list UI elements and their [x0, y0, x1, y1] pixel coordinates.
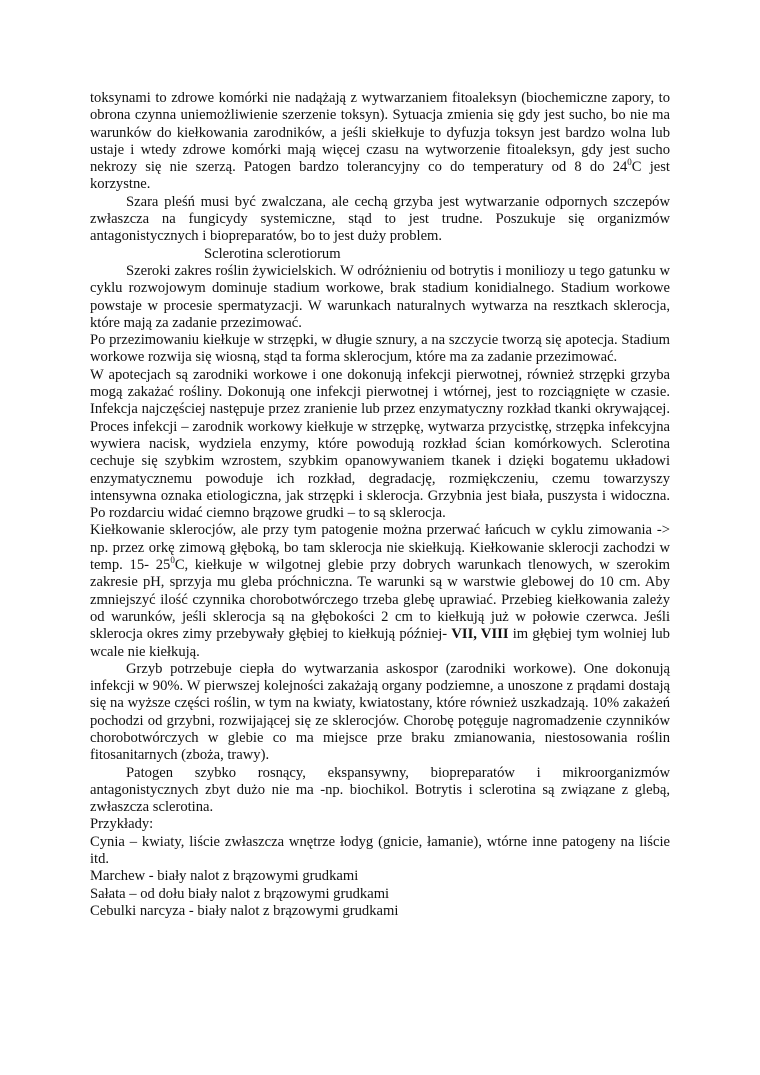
paragraph-ex2 [90, 868, 670, 885]
paragraph-ex1 [90, 834, 670, 869]
paragraph-p4 [90, 332, 670, 367]
superscript-text: 0 [170, 555, 175, 566]
paragraph-p2 [90, 194, 670, 246]
paragraph-p5 [90, 367, 670, 523]
superscript-text: 0 [627, 157, 632, 168]
paragraph-ex3 [90, 886, 670, 903]
paragraph-ex4 [90, 903, 670, 920]
text-run: Kiełkowanie sklerocjów, ale przy tym patogenie można przerwać łańcuch w cyklu zimowania -> np. przez orkę zimową głęboką, bo tam sklerocja nie skiełkują. Kiełkowanie sklerocji zachodzi w temp. 15- 25 [90, 522, 670, 574]
paragraph-p7 [90, 661, 670, 765]
text-run: toksynami to zdrowe komórki nie nadążają z wytwarzaniem fitoaleksyn (biochemiczne zapory, to obrona czynna uniemożliwienie szerzenie toksyn). Sytuacja zmienia się gdy jest sucho, bo nie ma warunków do kiełkowania zarodników, a jeśli skiełkuje to dyfuzja toksyn jest bardzo wolna lub ustaje i wtedy zdrowe komórki mają więcej czasu na wytworzenie fitoaleksyn, gdy jest sucho nekrozy się nie szerzą. Patogen bardzo tolerancyjny co do temperatury od 8 do 24 [90, 90, 670, 176]
text-run: Marchew - biały nalot z brązowymi grudkami [90, 868, 359, 885]
text-run: C jest korzystne. [90, 159, 670, 193]
text-run: Przykłady: [90, 816, 154, 833]
paragraph-examples-label [90, 816, 670, 833]
bold-text: VII, VIII [451, 626, 509, 643]
text-run: Szara pleśń musi być zwalczana, ale cechą grzyba jest wytwarzanie odpornych szczepów zwłaszcza na fungicydy systemiczne, stąd to jest trudne. Poszukuje się organizmów antagonistycznych i biopreparatów, bo to jest duży problem. [90, 193, 670, 245]
text-run: im głębiej tym wolniej lub wcale nie kiełkują. [90, 626, 670, 660]
paragraph-p3 [90, 263, 670, 332]
paragraph-p8 [90, 765, 670, 817]
section-heading [90, 246, 670, 263]
text-run: Grzyb potrzebuje ciepła do wytwarzania askospor (zarodniki workowe). One dokonują infekcji w 90%. W pierwszej kolejności zakażają organy podziemne, a unoszone z prądami dostają się na wyższe części roślin, w tym na kwiaty, kwiatostany, które również uszkadzają. 10% zakażeń pochodzi od grzybni, rozwijającej się ze sklerocjów. Chorobę potęguje nagromadzenie czynników chorobotwórczych w glebie co ma miejsce prze braku zmianowania, niestosowania roślin fitosanitarnych (zboża, trawy). [90, 660, 670, 764]
text-run: Sałata – od dołu biały nalot z brązowymi grudkami [90, 885, 390, 902]
text-run: C, kiełkuje w wilgotnej glebie przy dobrych warunkach tlenowych, w szerokim zakresie pH, sprzyja mu gleba próchniczna. Te warunki są w warstwie glebowej do 10 cm. Aby zmniejszyć ilość czynnika chorobotwórczego trzeba glebę uprawiać. Przebieg kiełkowania zależy od warunków, jeśli sklerocja są na głębokości 2 cm to kiełkują już w połowie czerwca. Jeśli sklerocja okres zimy przebywały głębiej to kiełkują później- [90, 557, 670, 643]
text-run: Patogen szybko rosnący, ekspansywny, biopreparatów i mikroorganizmów antagonistycznych zbyt dużo nie ma -np. biochikol. Botrytis i sclerotina są związane z glebą, zwłaszcza sclerotina. [90, 764, 670, 816]
paragraph-p1 [90, 90, 670, 194]
text-run: Cebulki narcyza - biały nalot z brązowymi grudkami [90, 902, 399, 919]
text-run: W apotecjach są zarodniki workowe i one dokonują infekcji pierwotnej, również strzępki grzyba mogą zakażać rośliny. Dokonują one infekcji pierwotnej i wtórnej, jest to rozciągnięte w czasie. Infekcja najczęściej następuje przez zranienie lub przez enzymatyczny rozkład tkanki okrywającej. Proces infekcji – zarodnik workowy kiełkuje w strzępkę, wytwarza przycistkę, strzępka infekcyjna wywiera nacisk, wydziela enzymy, które powodują rozkład ścian komórkowych. Sclerotina cechuje się szybkim wzrostem, szybkim opanowywaniem tkanek i dzięki bogatemu układowi enzymatycznemu powoduje ich rozkład, degradację, rozmiękczeniu, czemu towarzyszy intensywna oznaka etiologiczna, jak strzępki i sklerocja. Grzybnia jest biała, puszysta i widoczna. Po rozdarciu widać ciemno brązowe grudki – to są sklerocja. [90, 366, 670, 522]
text-run: Cynia – kwiaty, liście zwłaszcza wnętrze łodyg (gnicie, łamanie), wtórne inne patogeny na liście itd. [90, 833, 670, 868]
document-page [90, 90, 670, 920]
text-run: Sclerotina sclerotiorum [204, 245, 341, 262]
paragraph-p6 [90, 522, 670, 660]
text-run: Szeroki zakres roślin żywicielskich. W odróżnieniu od botrytis i moniliozy u tego gatunku w cyklu rozwojowym dominuje stadium workowe, brak stadium konidialnego. Stadium workowe powstaje w procesie spermatyzacji. W warunkach naturalnych wytwarza na resztkach sklerocja, które mają za zadanie przezimować. [90, 262, 670, 331]
text-run: Po przezimowaniu kiełkuje w strzępki, w długie sznury, a na szczycie tworzą się apotecja. Stadium workowe rozwija się wiosną, stąd ta forma sklerocjum, które ma za zadanie przezimować. [90, 332, 670, 366]
